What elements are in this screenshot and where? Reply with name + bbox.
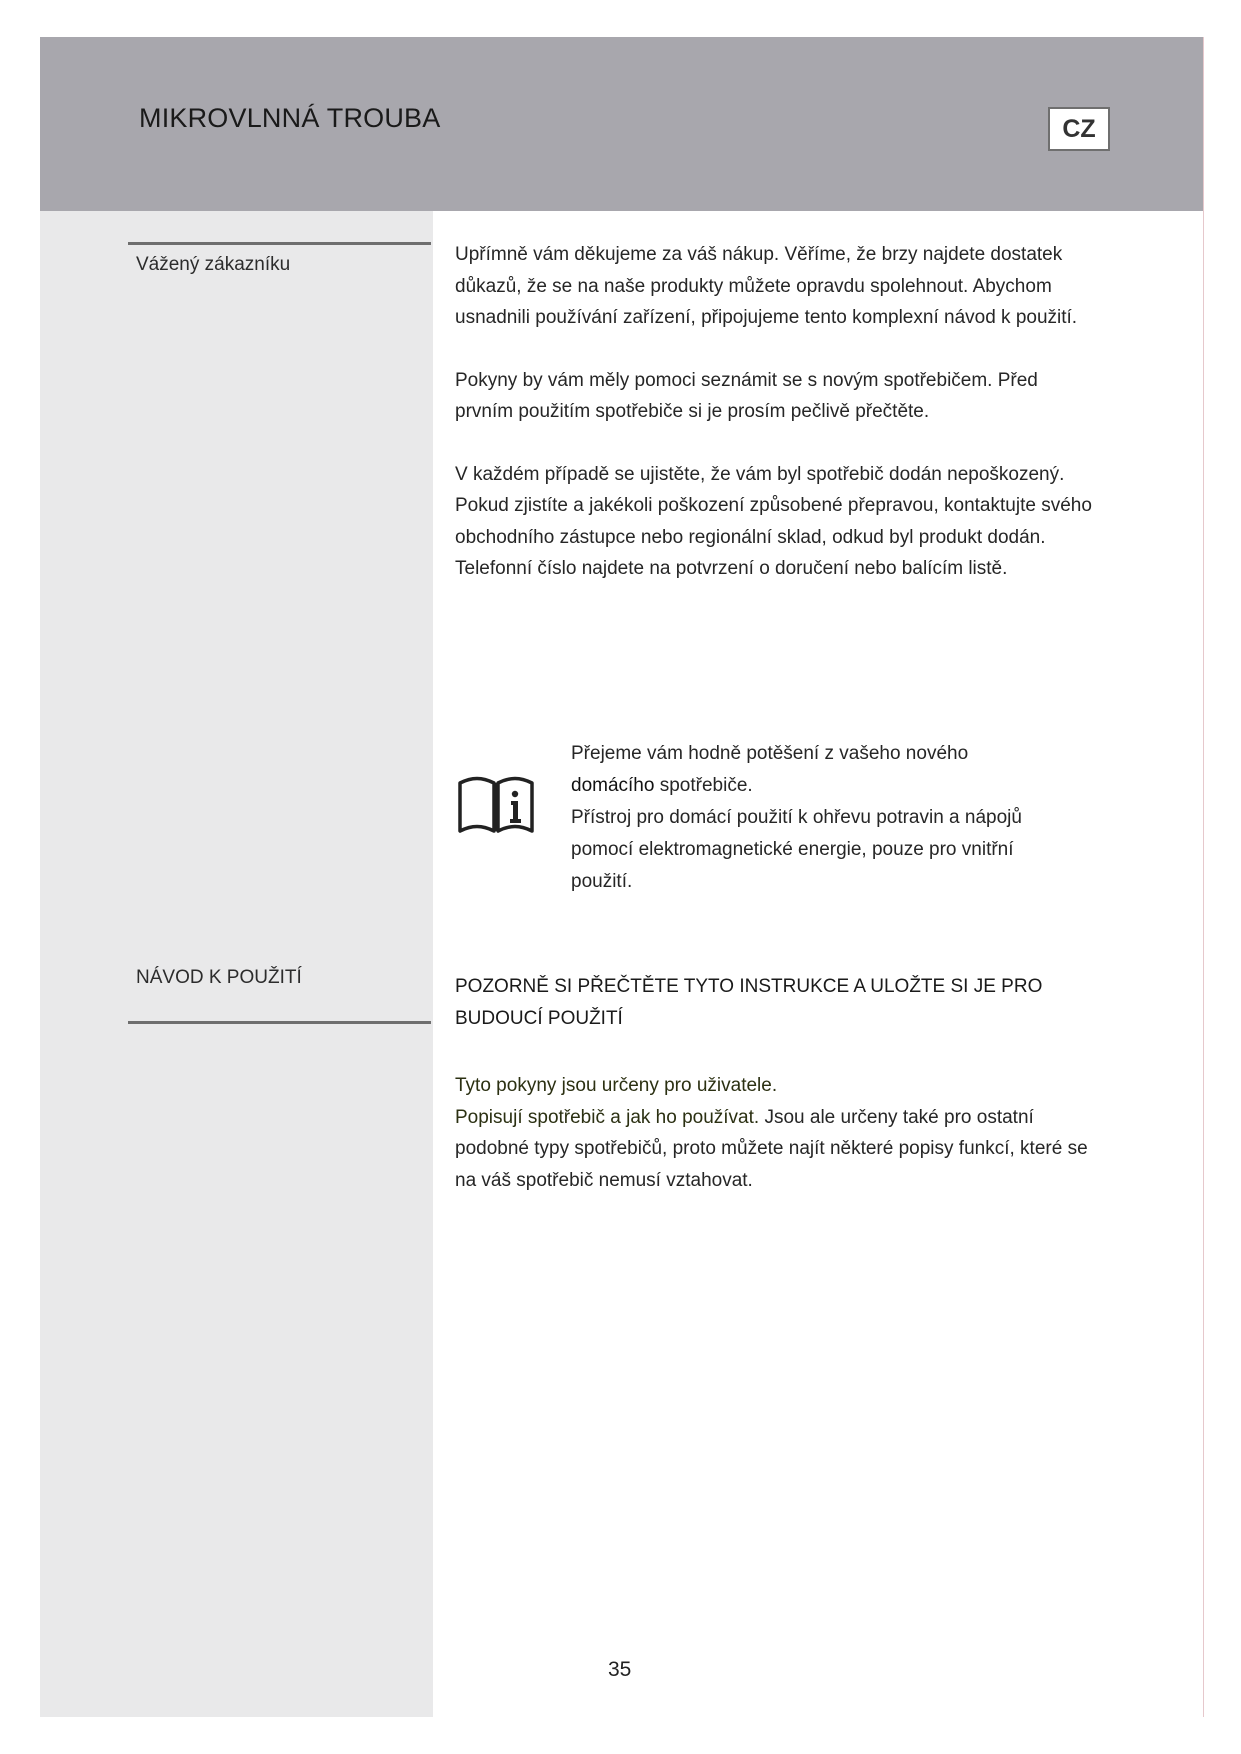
instructions-text xyxy=(455,1070,1095,1196)
instructions-emphasis: Popisují spotřebič a jak ho používat. xyxy=(455,1106,760,1128)
note-line xyxy=(571,770,1051,802)
page-edge-rule xyxy=(1203,37,1204,1717)
section-divider-top xyxy=(128,242,431,245)
intro-paragraph: Pokyny by vám měly pomoci seznámit se s novým spotřebičem. Před prvním použitím spotřebiče si je prosím pečlivě přečtěte. xyxy=(455,369,1038,422)
section-label-customer: Vážený zákazníku xyxy=(136,254,291,275)
intro-paragraph: V každém případě se ujistěte, že vám byl spotřebič dodán nepoškozený. Pokud zjistíte a jakékoli poškození způsobené přepravou, kontaktujte svého obchodního zástupce nebo regionální sklad, odkud byl produkt dodán. Telefonní číslo najdete na potvrzení o doručení nebo balícím listě. xyxy=(455,463,1092,579)
note-emphasis: domácího xyxy=(571,775,655,796)
language-badge: CZ xyxy=(1048,107,1110,151)
note-line: Přejeme vám hodně potěšení z vašeho nového xyxy=(571,743,969,764)
intro-paragraph: Upřímně vám děkujeme za váš nákup. Věříme, že brzy najdete dostatek důkazů, že se na naše produkty můžete opravdu spolehnout. Abychom usnadnili používání zařízení, připojujeme tento komplexní návod k použití. xyxy=(455,244,1078,328)
document-title: MIKROVLNNÁ TROUBA xyxy=(139,103,441,133)
note-line-rest: spotřebiče. xyxy=(654,775,753,796)
page-number: 35 xyxy=(608,1658,632,1681)
note-paragraph: Přístroj pro domácí použití k ohřevu potravin a nápojů pomocí elektromagnetické energie, pouze pro vnitřní použití. xyxy=(571,807,1022,892)
instructions-line: Tyto pokyny jsou určeny pro uživatele. xyxy=(455,1075,778,1096)
sidebar xyxy=(40,211,433,1717)
note-text xyxy=(571,738,1051,898)
instructions-heading: POZORNĚ SI PŘEČTĚTE TYTO INSTRUKCE A ULOŽTE SI JE PRO BUDOUCÍ POUŽITÍ xyxy=(455,976,1043,1029)
instructions-rest: Jsou ale určeny také pro ostatní podobné typy spotřebičů, proto můžete najít některé popisy funkcí, které se na váš spotřebič nemusí vztahovat. xyxy=(455,1106,1088,1191)
section-label-manual: NÁVOD K POUŽITÍ xyxy=(136,967,302,988)
section-divider-bottom xyxy=(128,1021,431,1024)
instructions-paragraph xyxy=(455,1102,1095,1197)
manual-info-icon xyxy=(456,773,536,842)
intro-text xyxy=(455,239,1095,585)
